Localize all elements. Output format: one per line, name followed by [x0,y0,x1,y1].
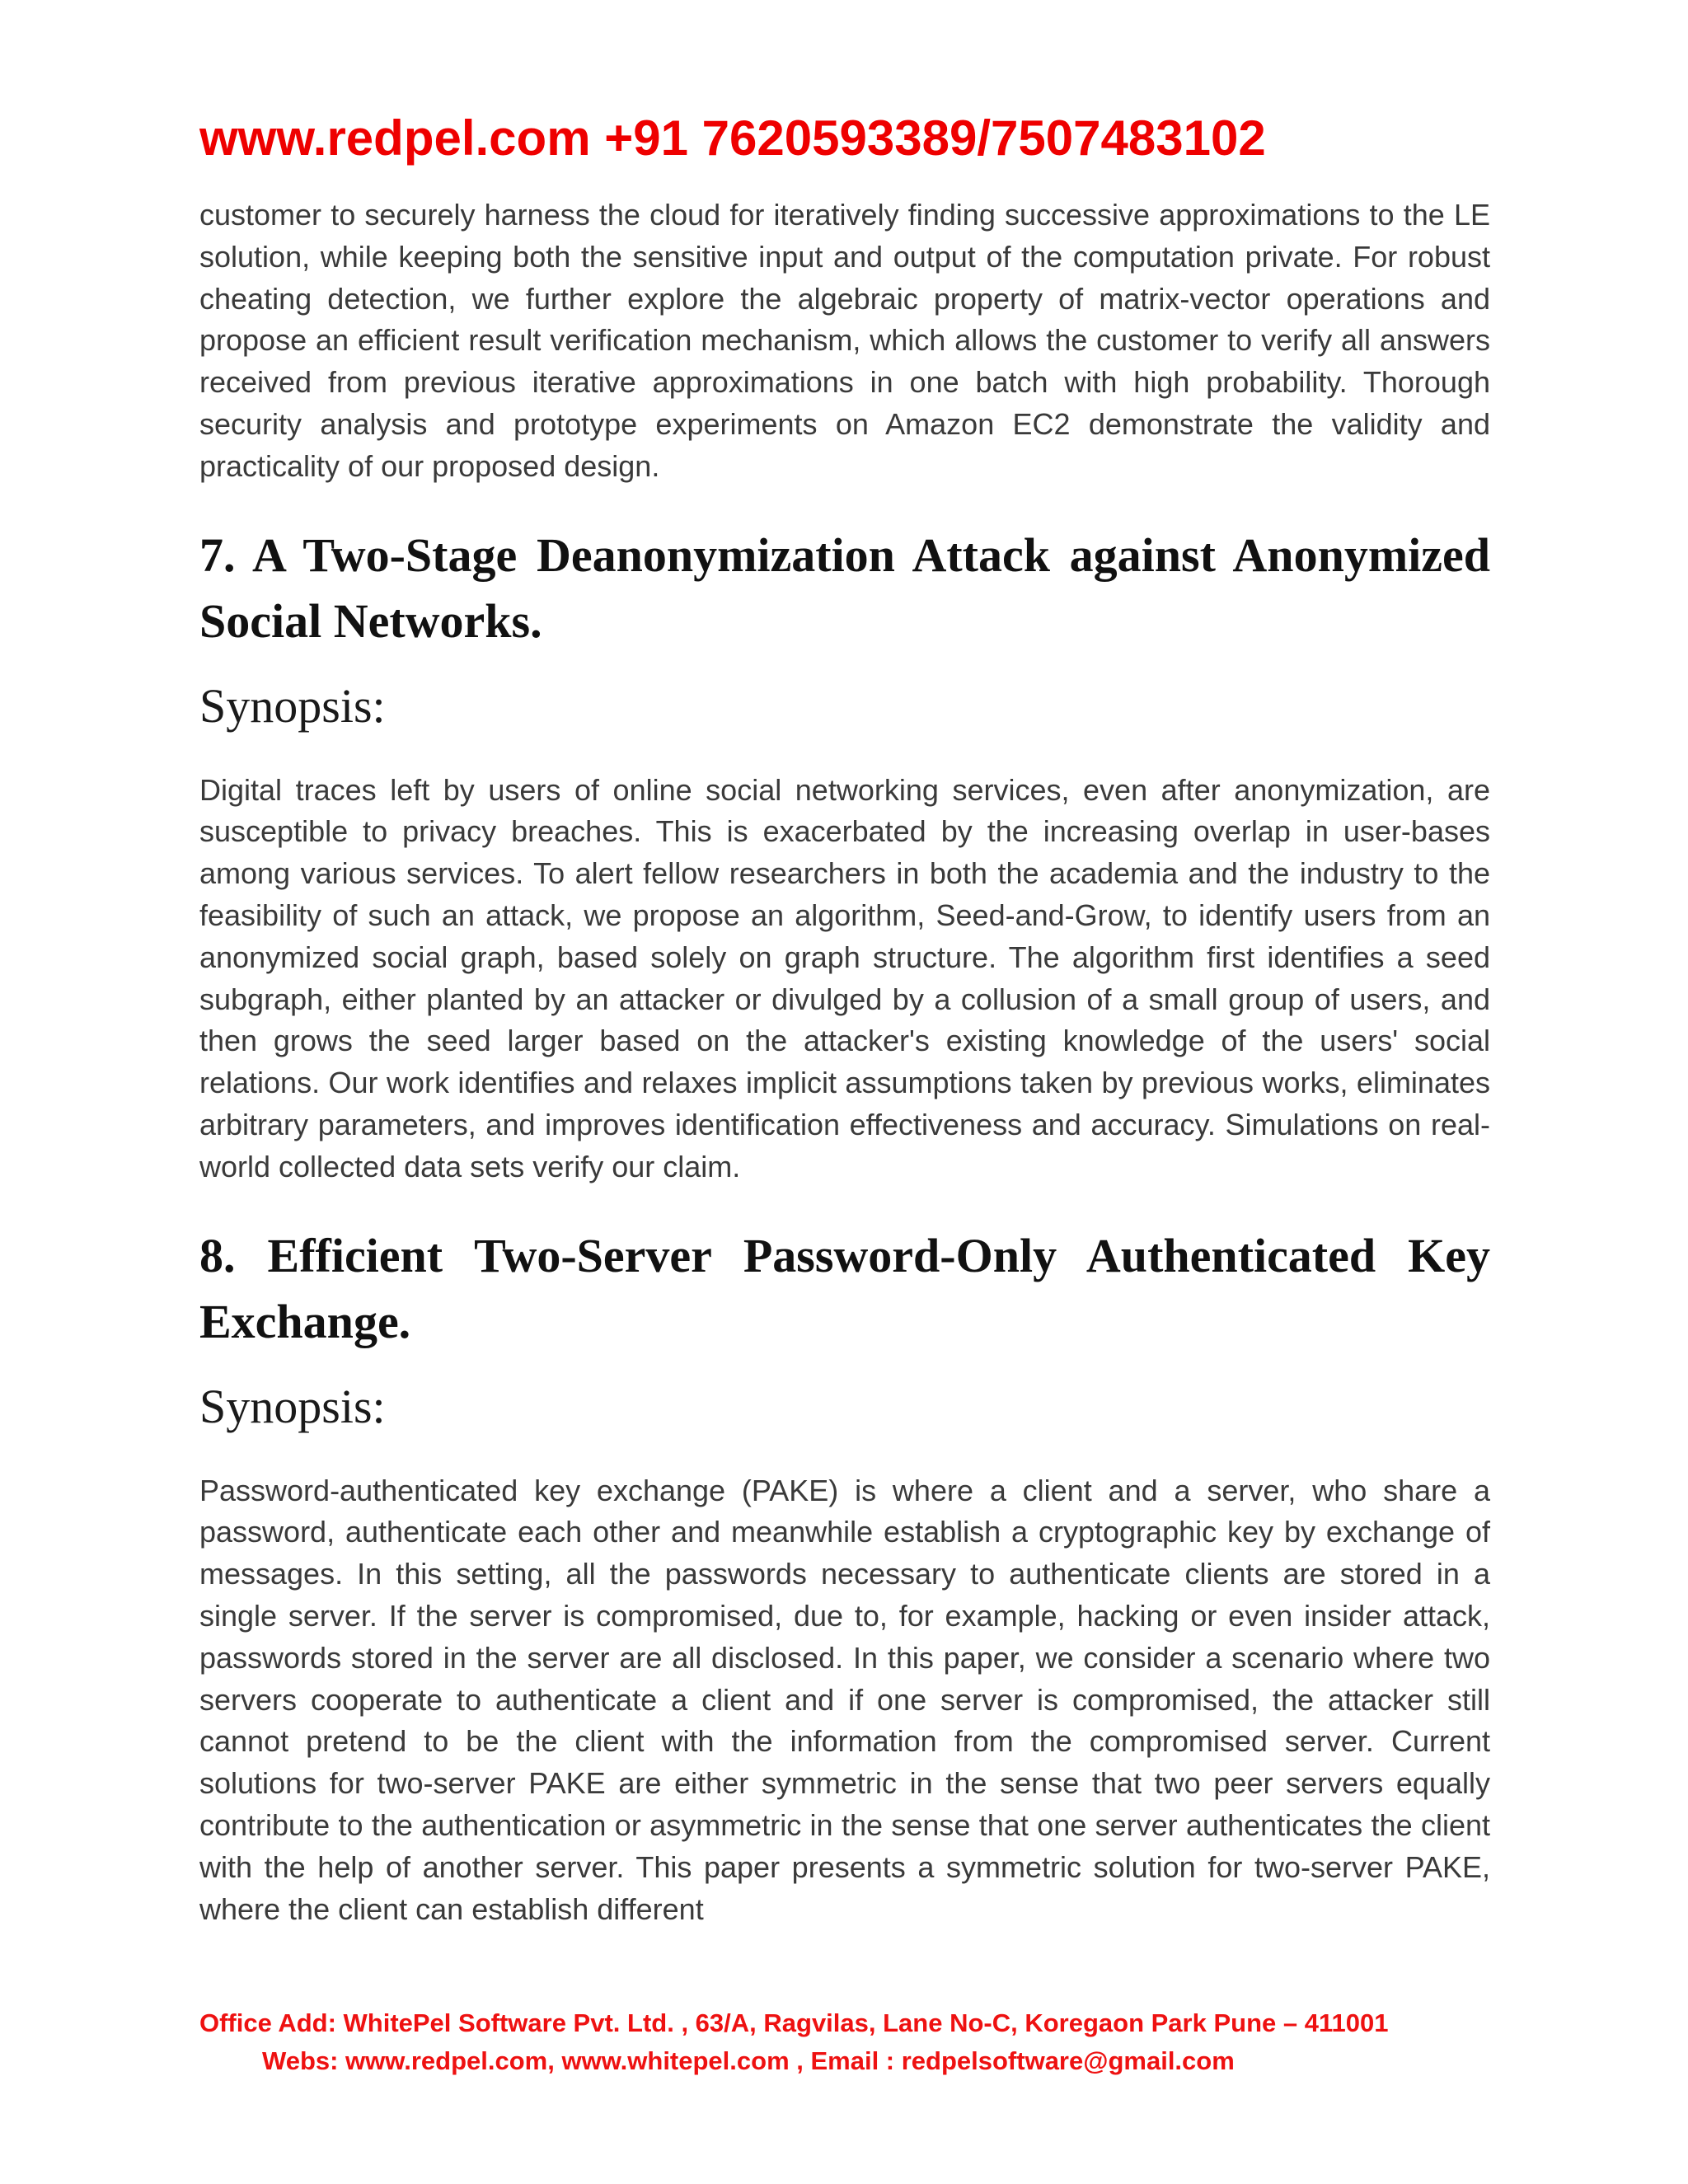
header-contact-banner: www.redpel.com +91 7620593389/7507483102 [199,110,1266,166]
section-8-heading: 8. Efficient Two-Server Password-Only Authenticated Key Exchange. [199,1228,1490,1348]
section-7-synopsis-label: Synopsis: [199,678,386,733]
document-content [199,194,1490,1930]
intro-paragraph: customer to securely harness the cloud for iteratively finding successive approximations to the LE solution, while keeping both the sensitive input and output of the computation private. For robust cheating detection, we further explore the algebraic property of matrix-vector operations and propose an efficient result verification mechanism, which allows the customer to verify all answers received from previous iterative approximations in one batch with high probability. Thorough security analysis and prototype experiments on Amazon EC2 demonstrate the validity and practicality of our proposed design. [199,198,1490,483]
section-7-heading: 7. A Two-Stage Deanonymization Attack against Anonymized Social Networks. [199,527,1490,648]
page-footer [199,2004,1436,2080]
section-8-synopsis-label: Synopsis: [199,1379,386,1433]
footer-websites-email: Webs: www.redpel.com, www.whitepel.com , Email : redpelsoftware@gmail.com [262,2046,1235,2075]
footer-office-address: Office Add: WhitePel Software Pvt. Ltd. , 63/A, Ragvilas, Lane No-C, Koregaon Park Pune – 411001 [199,2008,1389,2037]
section-8-body: Password-authenticated key exchange (PAKE) is where a client and a server, who share a password, authenticate each other and meanwhile establish a cryptographic key by exchange of messages. In this setting, all the passwords necessary to authenticate clients are stored in a single server. If the server is compromised, due to, for example, hacking or even insider attack, passwords stored in the server are all disclosed. In this paper, we consider a scenario where two servers cooperate to authenticate a client and if one server is compromised, the attacker still cannot pretend to be the client with the information from the compromised server. Current solutions for two-server PAKE are either symmetric in the sense that two peer servers equally contribute to the authentication or asymmetric in the sense that one server authenticates the client with the help of another server. This paper presents a symmetric solution for two-server PAKE, where the client can establish different [199,1473,1490,1926]
section-7-body: Digital traces left by users of online social networking services, even after anonymization, are susceptible to privacy breaches. This is exacerbated by the increasing overlap in user-bases among various services. To alert fellow researchers in both the academia and the industry to the feasibility of such an attack, we propose an algorithm, Seed-and-Grow, to identify users from an anonymized social graph, based solely on graph structure. The algorithm first identifies a seed subgraph, either planted by an attacker or divulged by a collusion of a small group of users, and then grows the seed larger based on the attacker's existing knowledge of the users' social relations. Our work identifies and relaxes implicit assumptions taken by previous works, eliminates arbitrary parameters, and improves identification effectiveness and accuracy. Simulations on real-world collected data sets verify our claim. [199,772,1490,1183]
